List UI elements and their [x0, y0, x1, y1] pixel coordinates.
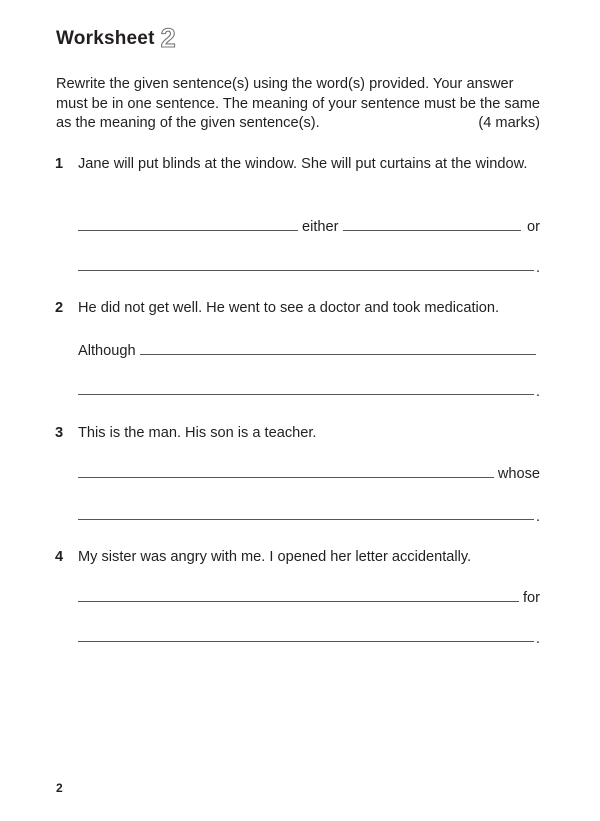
answer-line[interactable]: [78, 518, 534, 520]
keyword-for: for: [522, 590, 540, 606]
keyword-either: either: [302, 219, 339, 235]
question-text-2: He did not get well. He went to see a doctor and took medication.: [78, 300, 500, 316]
answer-line[interactable]: [78, 640, 534, 642]
answer-row-1b: [78, 256, 540, 276]
answer-row-3a: [78, 463, 540, 483]
answer-line[interactable]: [78, 229, 298, 231]
answer-line[interactable]: [78, 393, 534, 395]
period: .: [535, 384, 540, 400]
keyword-whose: whose: [497, 466, 540, 482]
answer-row-2b: [78, 380, 540, 400]
answer-line[interactable]: [78, 476, 494, 478]
period: .: [535, 260, 540, 276]
question-text-1: Jane will put blinds at the window. She will put curtains at the window.: [78, 156, 528, 172]
marks-label: (4 marks): [478, 115, 540, 131]
worksheet-number: 2: [160, 23, 176, 53]
keyword-although: Although: [78, 343, 136, 359]
question-text-4: My sister was angry with me. I opened her letter accidentally.: [78, 549, 472, 565]
answer-line[interactable]: [140, 353, 536, 355]
keyword-or: or: [527, 219, 540, 235]
answer-row-2a: [78, 340, 540, 360]
question-text-3: This is the man. His son is a teacher.: [78, 425, 317, 441]
answer-row-3b: [78, 505, 540, 525]
question-number-2: 2: [55, 300, 64, 316]
answer-line[interactable]: [78, 600, 519, 602]
worksheet-title-text: Worksheet: [56, 28, 155, 49]
question-number-3: 3: [55, 425, 64, 441]
instructions: [56, 75, 546, 134]
page-number: 2: [56, 781, 63, 795]
period: .: [535, 631, 540, 647]
answer-row-4b: [78, 627, 540, 647]
question-number-4: 4: [55, 549, 64, 565]
worksheet-title: [56, 23, 176, 53]
answer-line[interactable]: [343, 229, 522, 231]
instructions-text: Rewrite the given sentence(s) using the word(s) provided. Your answer must be in one sentence. The meaning of your sentence must be the same as the meaning of the given sentence(s).: [56, 76, 541, 131]
answer-line[interactable]: [78, 269, 534, 271]
answer-row-4a: [78, 587, 540, 607]
answer-row-1a: [78, 216, 540, 236]
question-number-1: 1: [55, 156, 64, 172]
period: .: [535, 509, 540, 525]
